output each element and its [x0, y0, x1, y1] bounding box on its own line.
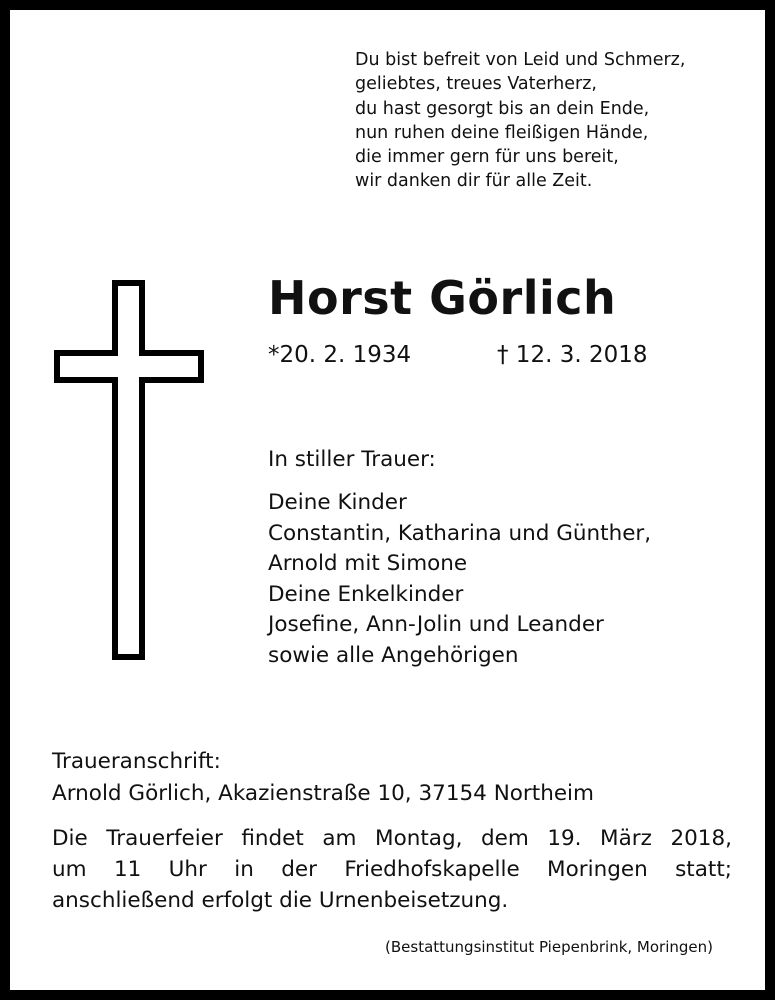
- poem-line: du hast gesorgt bis an dein Ende,: [355, 98, 650, 119]
- mourning-heading: In stiller Trauer:: [268, 447, 436, 472]
- mourner-line: Josefine, Ann-Jolin und Leander: [268, 612, 604, 638]
- poem-line: geliebtes, treues Vaterherz,: [355, 74, 597, 95]
- poem-line: Du bist befreit von Leid und Schmerz,: [355, 50, 686, 70]
- mourner-line: sowie alle Angehörigen: [268, 642, 519, 668]
- ceremony-line: anschließend erfolgt die Urnenbeisetzung.: [52, 888, 509, 913]
- poem-line: wir danken dir für alle Zeit.: [355, 171, 593, 192]
- poem-line: die immer gern für uns bereit,: [355, 147, 619, 168]
- mourner-line: Constantin, Katharina und Günther,: [268, 520, 652, 546]
- cross-icon: [54, 280, 204, 660]
- memorial-poem: [355, 48, 765, 194]
- mourner-line: Deine Kinder: [268, 490, 407, 515]
- ceremony-details: [52, 823, 732, 916]
- birth-date: *20. 2. 1934: [268, 342, 412, 368]
- mourner-line: Deine Enkelkinder: [268, 581, 464, 607]
- funeral-home-credit: (Bestattungsinstitut Piepenbrink, Moringen): [385, 938, 713, 956]
- mourners-list: [268, 488, 651, 672]
- death-date: † 12. 3. 2018: [497, 342, 648, 368]
- ceremony-line: Die Trauerfeier findet am Montag, dem 19. März 2018,: [52, 826, 732, 851]
- address-label: Traueranschrift:: [52, 749, 221, 774]
- ceremony-line: um 11 Uhr in der Friedhofskapelle Moringen statt;: [52, 857, 732, 882]
- deceased-name: Horst Görlich: [268, 271, 617, 325]
- poem-line: nun ruhen deine fleißigen Hände,: [355, 122, 649, 143]
- mourner-line: Arnold mit Simone: [268, 551, 468, 577]
- mourning-address: Arnold Görlich, Akazienstraße 10, 37154 Northeim: [52, 781, 594, 806]
